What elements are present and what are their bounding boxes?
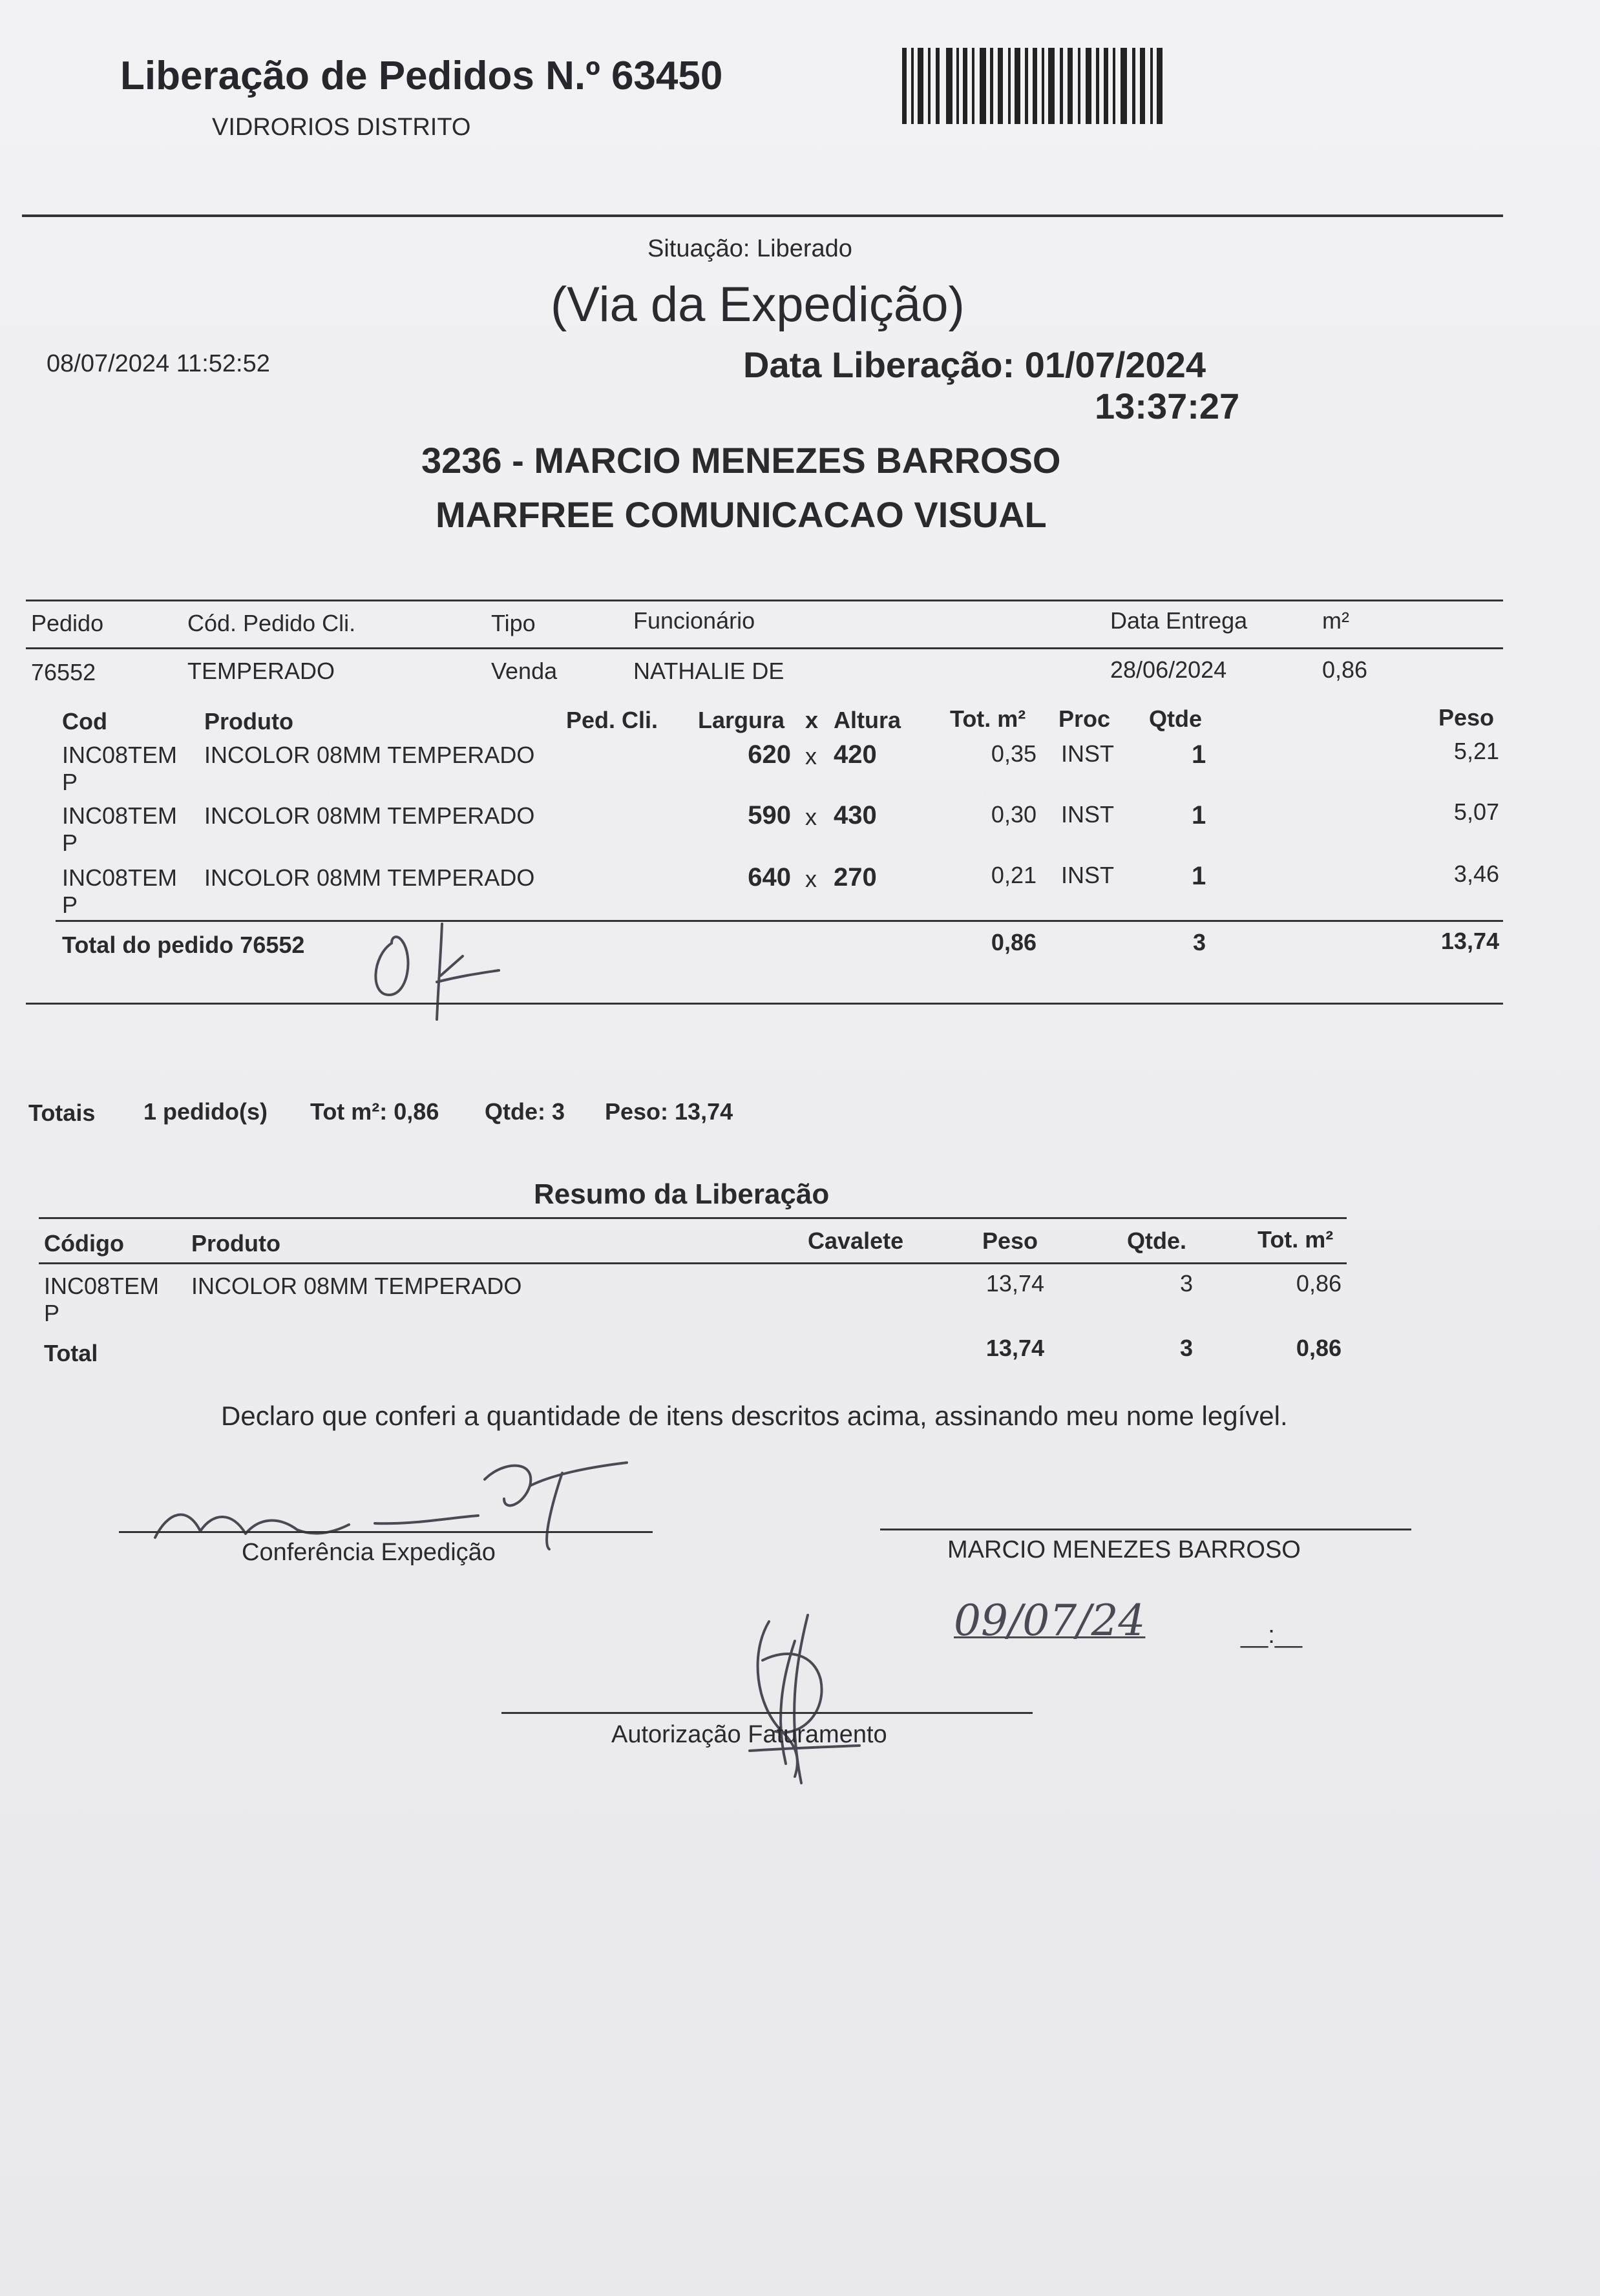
item-peso: 5,07 xyxy=(1453,798,1499,825)
order-funcionario: NATHALIE DE xyxy=(633,658,784,684)
summary-title: Resumo da Liberação xyxy=(534,1178,830,1210)
item-qtde: 1 xyxy=(1192,801,1206,830)
summary-total-label: Total xyxy=(44,1340,98,1366)
item-tot-m2: 0,21 xyxy=(991,862,1037,888)
status-text: Situação: Liberado xyxy=(647,235,852,262)
totals-peso: Peso: 13,74 xyxy=(605,1098,733,1125)
items-total-peso: 13,74 xyxy=(1440,928,1499,954)
item-peso: 5,21 xyxy=(1453,738,1499,764)
time-blank: __:__ xyxy=(1241,1622,1303,1649)
summary-header-line xyxy=(39,1262,1347,1264)
items-header-tot-m2: Tot. m² xyxy=(950,705,1026,732)
item-cod-suffix: P xyxy=(62,769,78,795)
summary-row-cod-suffix: P xyxy=(44,1300,60,1326)
order-section-bottom-line xyxy=(26,1003,1503,1005)
totals-label: Totais xyxy=(28,1100,96,1126)
item-largura: 590 xyxy=(748,801,791,830)
signature-line-autorizacao xyxy=(501,1712,1033,1714)
summary-row-produto: INCOLOR 08MM TEMPERADO xyxy=(191,1273,522,1299)
signature-label-conferencia: Conferência Expedição xyxy=(242,1539,496,1566)
summary-header-tot-m2: Tot. m² xyxy=(1258,1226,1334,1253)
signature-autorizacao xyxy=(724,1602,866,1790)
order-pedido: 76552 xyxy=(31,659,96,685)
signature-label-autorizacao: Autorização Faturamento xyxy=(611,1721,887,1748)
item-qtde: 1 xyxy=(1192,740,1206,769)
signature-line-conferencia xyxy=(119,1531,653,1533)
order-header-pedido: Pedido xyxy=(31,610,104,636)
items-header-produto: Produto xyxy=(204,708,293,735)
item-x: x xyxy=(805,743,817,769)
release-time: 13:37:27 xyxy=(1095,386,1240,426)
item-produto: INCOLOR 08MM TEMPERADO xyxy=(204,864,535,891)
totals-qtde: Qtde: 3 xyxy=(485,1098,565,1125)
order-table-header-line xyxy=(26,647,1503,649)
item-qtde: 1 xyxy=(1192,862,1206,890)
summary-header-cavalete: Cavalete xyxy=(808,1227,904,1254)
summary-total-tot-m2: 0,86 xyxy=(1296,1335,1342,1361)
summary-total-peso: 13,74 xyxy=(985,1335,1044,1361)
item-tot-m2: 0,30 xyxy=(991,801,1037,828)
handwritten-ok-mark xyxy=(366,911,521,1027)
item-largura: 620 xyxy=(748,740,791,769)
item-cod: INC08TEM xyxy=(62,802,178,829)
item-cod-suffix: P xyxy=(62,830,78,856)
copy-label: (Via da Expedição) xyxy=(551,277,965,332)
order-cod-pedido-cli: TEMPERADO xyxy=(187,658,335,684)
company-name: VIDRORIOS DISTRITO xyxy=(212,114,471,141)
items-total-qtde: 3 xyxy=(1193,929,1206,955)
summary-header-codigo: Código xyxy=(44,1230,124,1257)
items-header-peso: Peso xyxy=(1438,704,1495,731)
declaration-text: Declaro que conferi a quantidade de itens descritos acima, assinando meu nome legível. xyxy=(221,1401,1288,1431)
totals-pedidos: 1 pedido(s) xyxy=(143,1098,268,1125)
summary-header-produto: Produto xyxy=(191,1230,280,1257)
handwritten-date: 09/07/24 xyxy=(954,1596,1146,1645)
items-total-m2: 0,86 xyxy=(991,929,1037,955)
item-peso: 3,46 xyxy=(1453,861,1499,887)
items-header-qtde: Qtde xyxy=(1149,705,1203,732)
items-header-largura: Largura xyxy=(698,707,785,733)
item-cod-suffix: P xyxy=(62,892,78,918)
summary-row-tot-m2: 0,86 xyxy=(1296,1270,1342,1297)
item-produto: INCOLOR 08MM TEMPERADO xyxy=(204,802,535,829)
item-proc: INST xyxy=(1061,740,1115,767)
order-header-cod-pedido-cli: Cód. Pedido Cli. xyxy=(187,610,356,636)
order-header-m2: m² xyxy=(1322,607,1349,634)
item-altura: 270 xyxy=(834,863,877,892)
order-header-data-entrega: Data Entrega xyxy=(1110,607,1248,634)
items-total-line xyxy=(56,920,1503,922)
order-m2: 0,86 xyxy=(1322,656,1368,683)
items-header-x: x xyxy=(805,707,819,733)
order-tipo: Venda xyxy=(491,658,558,684)
barcode-icon xyxy=(902,48,1167,124)
item-altura: 420 xyxy=(834,740,877,769)
release-date: Data Liberação: 01/07/2024 xyxy=(743,344,1206,385)
items-header-ped-cli: Ped. Cli. xyxy=(566,707,658,733)
items-total-label: Total do pedido 76552 xyxy=(62,932,305,958)
items-header-proc: Proc xyxy=(1058,705,1111,732)
printed-timestamp: 08/07/2024 11:52:52 xyxy=(47,350,270,377)
summary-row-qtde: 3 xyxy=(1179,1270,1193,1297)
client-line: 3236 - MARCIO MENEZES BARROSO xyxy=(421,440,1061,481)
item-x: x xyxy=(805,804,817,830)
order-header-funcionario: Funcionário xyxy=(633,607,755,634)
summary-row-peso: 13,74 xyxy=(985,1270,1044,1297)
signature-label-client: MARCIO MENEZES BARROSO xyxy=(947,1536,1301,1563)
item-largura: 640 xyxy=(748,863,791,892)
items-header-altura: Altura xyxy=(834,707,901,733)
document-title: Liberação de Pedidos N.º 63450 xyxy=(120,54,723,98)
signature-line-client xyxy=(880,1529,1411,1530)
order-table-top-line xyxy=(26,600,1503,601)
summary-header-peso: Peso xyxy=(982,1227,1038,1254)
item-tot-m2: 0,35 xyxy=(991,740,1037,767)
summary-row-cod: INC08TEM xyxy=(44,1273,160,1299)
client-company: MARFREE COMUNICACAO VISUAL xyxy=(436,494,1047,535)
item-produto: INCOLOR 08MM TEMPERADO xyxy=(204,742,535,768)
header-divider xyxy=(22,214,1503,217)
item-altura: 430 xyxy=(834,801,877,830)
item-x: x xyxy=(805,866,817,892)
totals-tot-m2: Tot m²: 0,86 xyxy=(310,1098,439,1125)
order-header-tipo: Tipo xyxy=(491,610,536,636)
order-data-entrega: 28/06/2024 xyxy=(1110,656,1227,683)
summary-total-qtde: 3 xyxy=(1179,1335,1193,1361)
item-cod: INC08TEM xyxy=(62,742,178,768)
items-header-cod: Cod xyxy=(62,708,107,735)
item-cod: INC08TEM xyxy=(62,864,178,891)
item-proc: INST xyxy=(1061,801,1115,828)
item-proc: INST xyxy=(1061,862,1115,888)
summary-top-line xyxy=(39,1217,1347,1219)
summary-header-qtde: Qtde. xyxy=(1127,1227,1187,1254)
